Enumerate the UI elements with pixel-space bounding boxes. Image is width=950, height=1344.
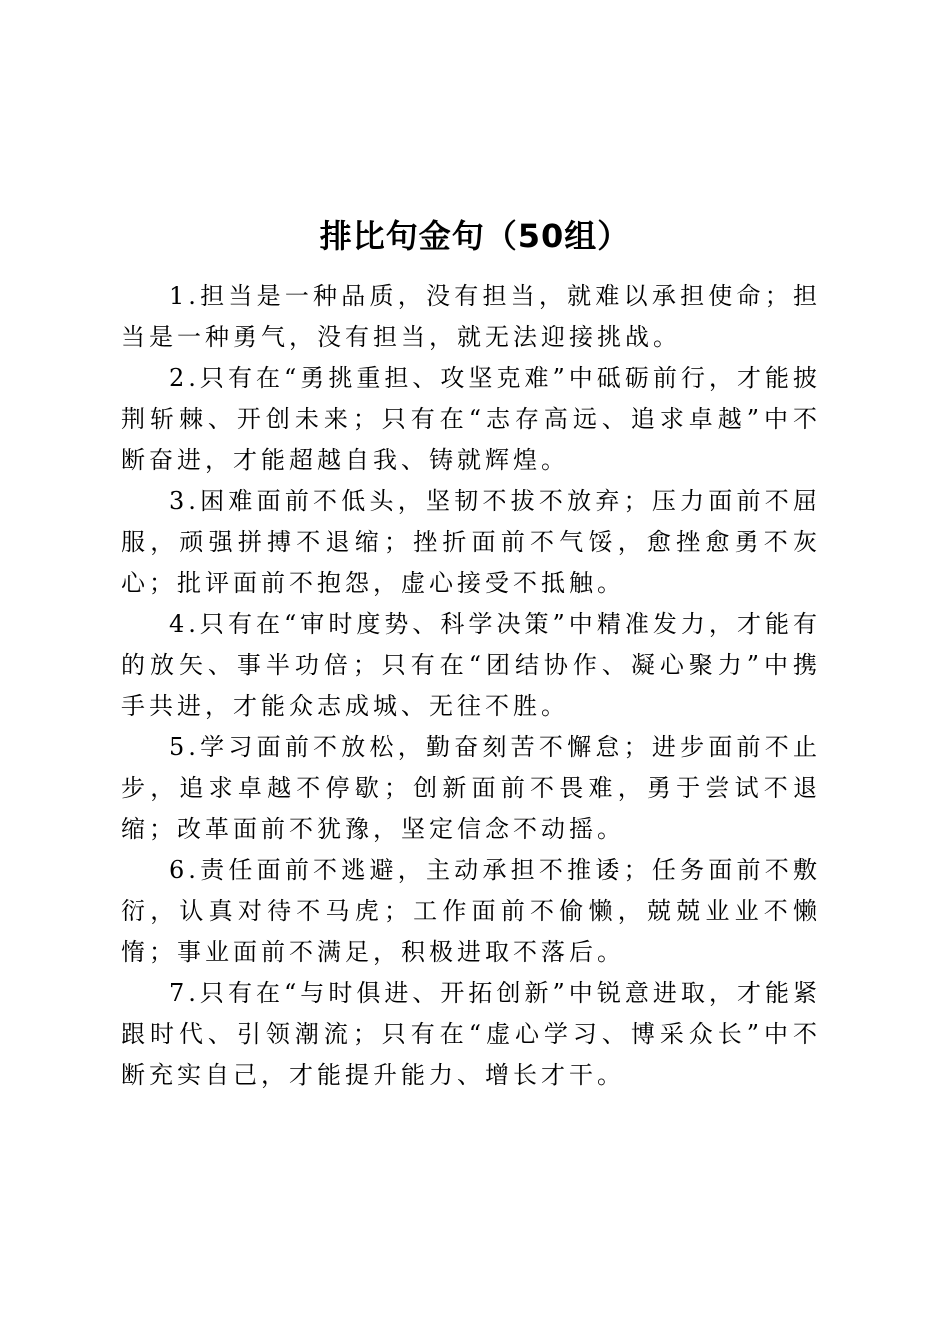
paragraph-2: 2.只有在“勇挑重担、攻坚克难”中砥砺前行，才能披荆斩棘、开创未来；只有在“志存高远、追求卓越”中不断奋进，才能超越自我、铸就辉煌。 (121, 364, 821, 474)
paragraph-4: 4.只有在“审时度势、科学决策”中精准发力，才能有的放矢、事半功倍；只有在“团结协作、凝心聚力”中携手共进，才能众志成城、无往不胜。 (121, 610, 821, 720)
paragraph-1: 1.担当是一种品质，没有担当，就难以承担使命；担当是一种勇气，没有担当，就无法迎接挑战。 (121, 282, 821, 351)
document-body (121, 276, 821, 1096)
document-title: 排比句金句（50组） (319, 217, 631, 255)
paragraph-3: 3.困难面前不低头，坚韧不拔不放弃；压力面前不屈服，顽强拼搏不退缩；挫折面前不气馁，愈挫愈勇不灰心；批评面前不抱怨，虚心接受不抵触。 (121, 487, 821, 597)
paragraph-6: 6.责任面前不逃避，主动承担不推诿；任务面前不敷衍，认真对待不马虎；工作面前不偷懒，兢兢业业不懒惰；事业面前不满足，积极进取不落后。 (121, 856, 821, 966)
paragraph-7: 7.只有在“与时俱进、开拓创新”中锐意进取，才能紧跟时代、引领潮流；只有在“虚心学习、博采众长”中不断充实自己，才能提升能力、增长才干。 (121, 979, 821, 1089)
paragraph-5: 5.学习面前不放松，勤奋刻苦不懈怠；进步面前不止步，追求卓越不停歇；创新面前不畏难，勇于尝试不退缩；改革面前不犹豫，坚定信念不动摇。 (121, 733, 821, 843)
